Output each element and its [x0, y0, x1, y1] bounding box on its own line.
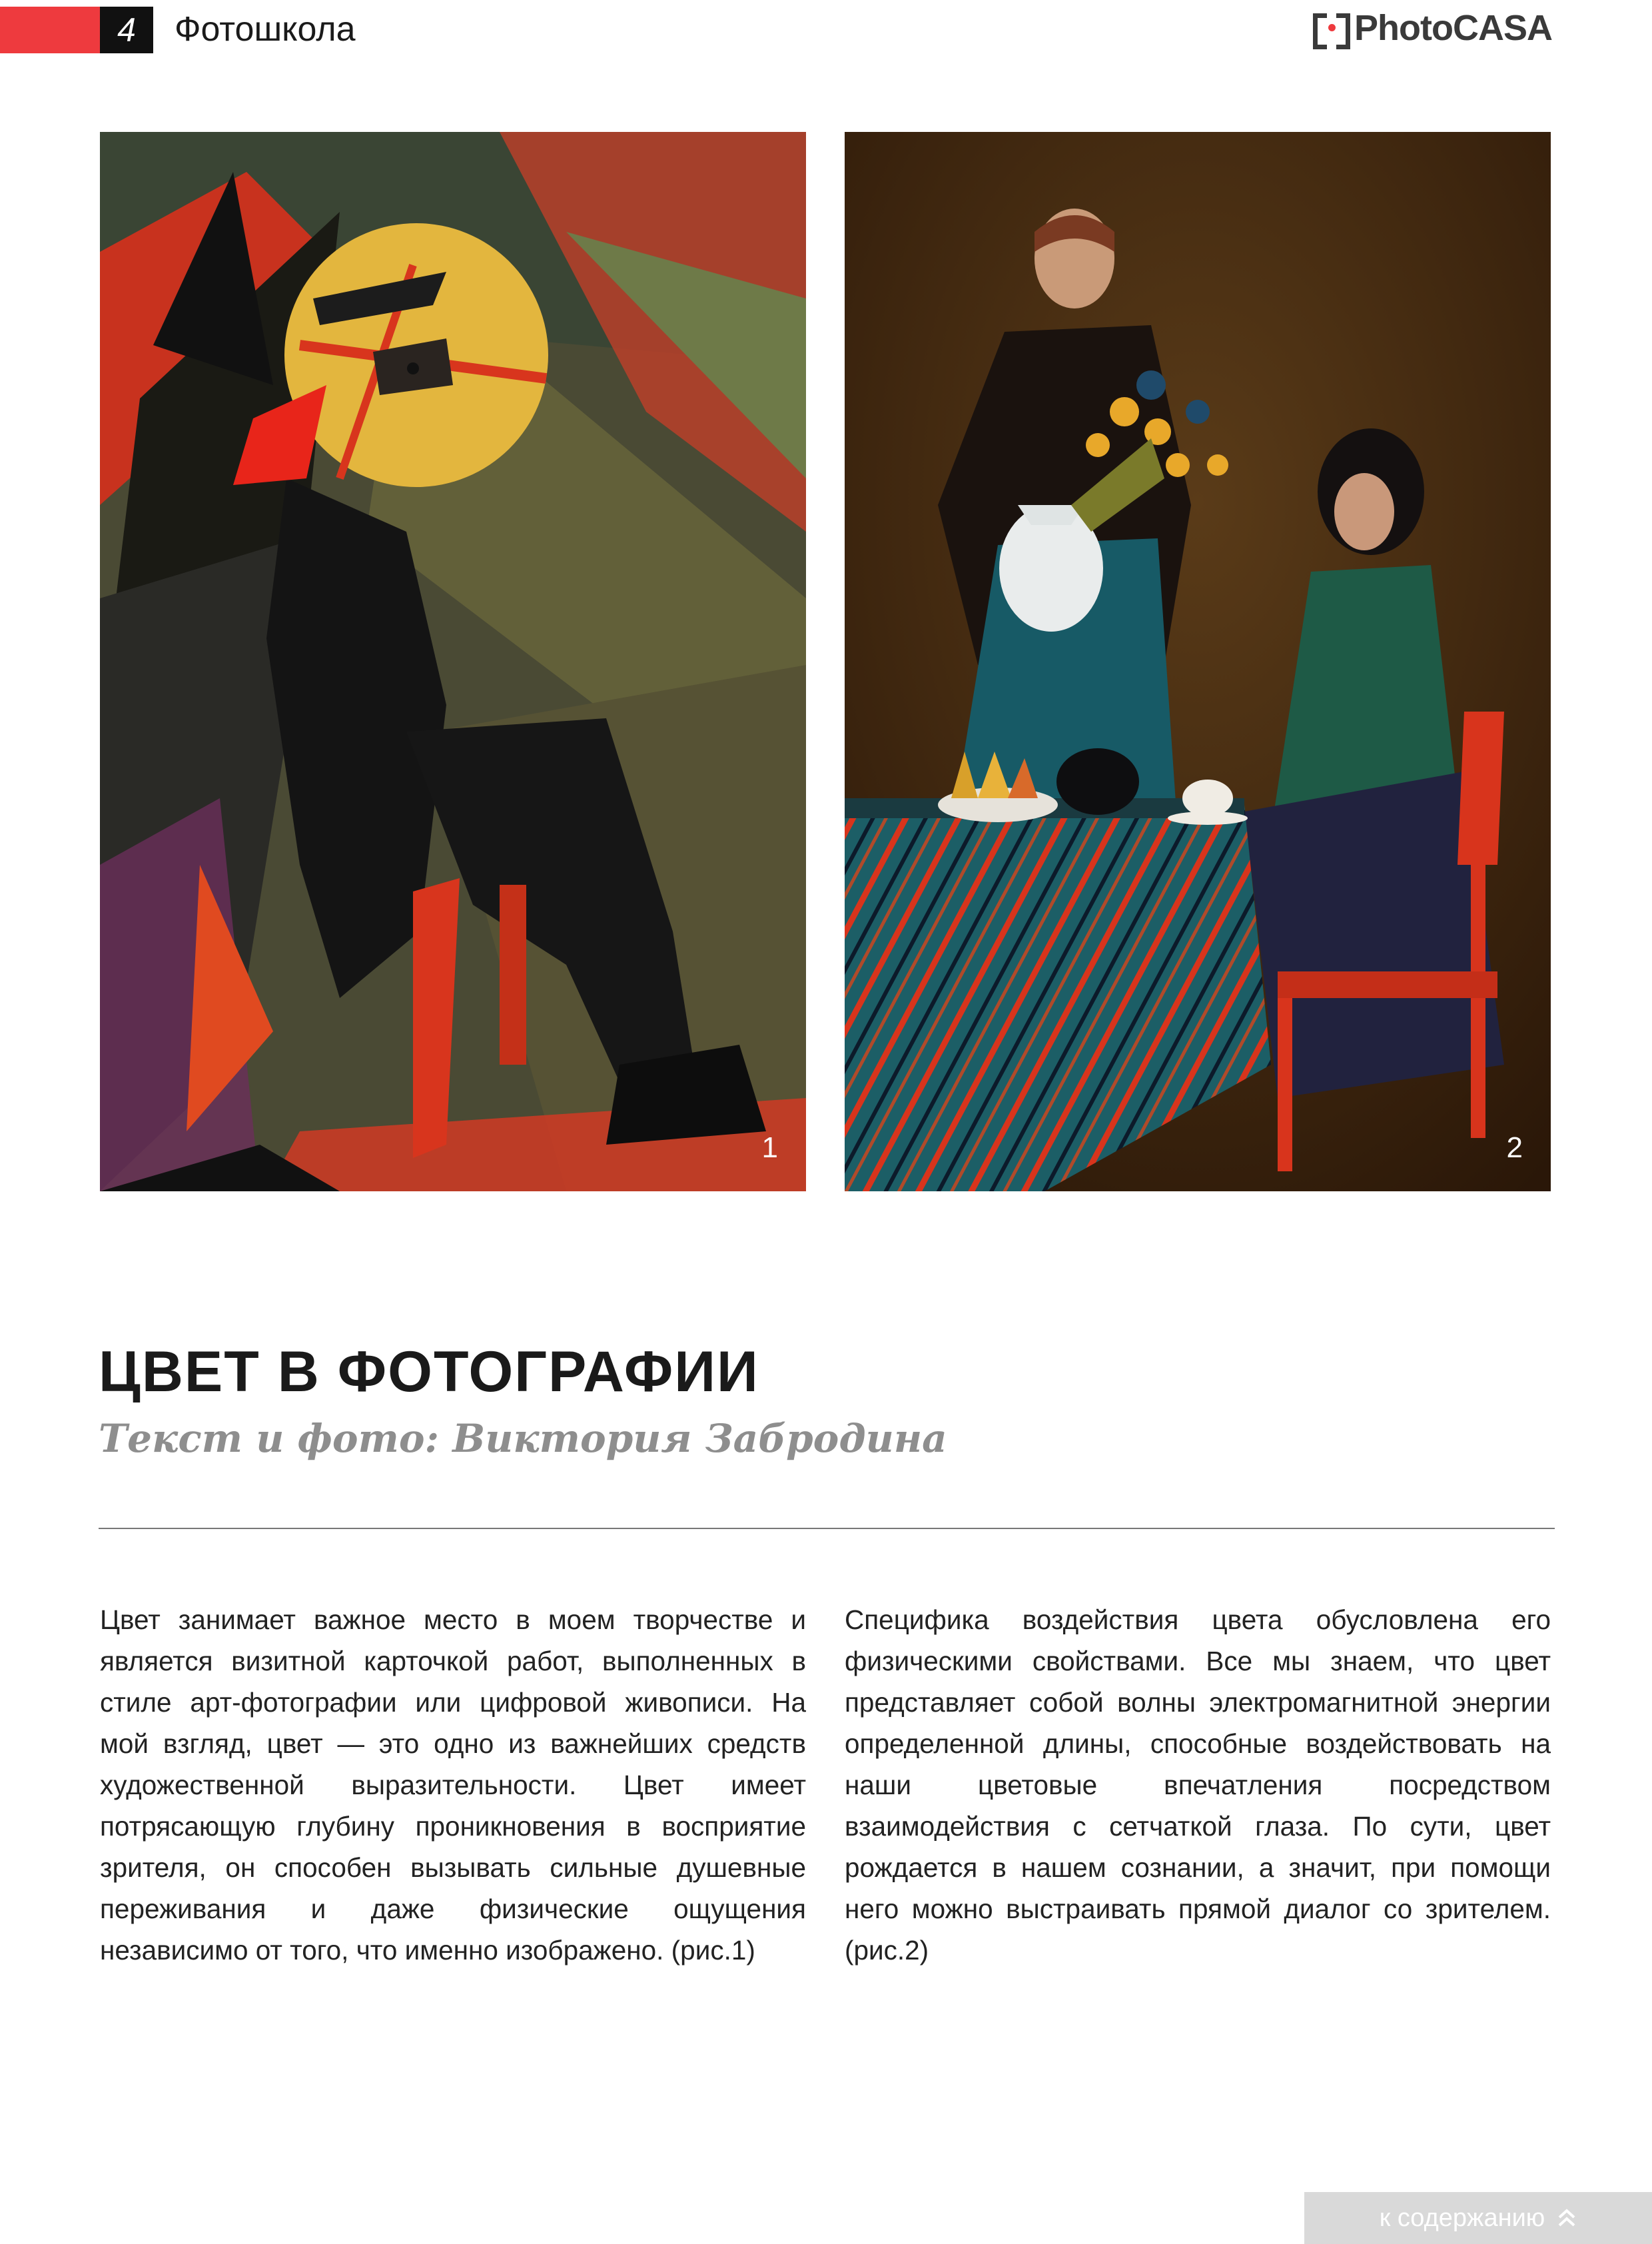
toc-label: к содержанию [1379, 2203, 1545, 2232]
article-title: ЦВЕТ В ФОТОГРАФИИ [99, 1340, 759, 1404]
figure-2-image [845, 132, 1551, 1191]
abstract-portrait-artwork [100, 132, 806, 1191]
logo-text: PhotoCASA [1354, 8, 1552, 48]
photocasa-logo[interactable] [1313, 4, 1552, 52]
figure-number: 1 [761, 1131, 778, 1164]
back-to-contents-button[interactable] [1304, 2192, 1652, 2244]
page-number: 4 [100, 7, 153, 53]
figure-number: 2 [1506, 1131, 1523, 1164]
figure-1-image [100, 132, 806, 1191]
camera-frame-icon [1313, 13, 1350, 43]
header-accent-bar [0, 7, 100, 53]
body-column-2: Специфика воздействия цвета обусловлена его физическими свойствами. Все мы знаем, что цвет представляет собой волны электромагнитной энергии определенной длины, способные воздействовать на наши цветовые впечатления посредством взаимодействия с сетчаткой глаза. По сути, цвет рождается в нашем сознании, а значит, при помощи него можно выстраивать прямой диалог со зрителем. (рис.2) [845, 1604, 1551, 1965]
article-byline: Текст и фото: Виктория Забродина [99, 1416, 947, 1461]
section-title: Фотошкола [175, 10, 356, 49]
double-chevron-up-icon [1557, 2207, 1577, 2229]
still-life-photograph [845, 132, 1551, 1191]
body-column-1: Цвет занимает важное место в моем творчестве и является визитной карточкой работ, выполненных в стиле арт-фотографии или цифровой живописи. На мой взгляд, цвет — это одно из важнейших средств художественной выразительности. Цвет имеет потрясающую глубину проникновения в восприятие зрителя, он способен вызывать сильные душевные переживания и даже физические ощущения независимо от того, что именно изображено. (рис.1) [100, 1604, 806, 1965]
divider [99, 1528, 1555, 1529]
